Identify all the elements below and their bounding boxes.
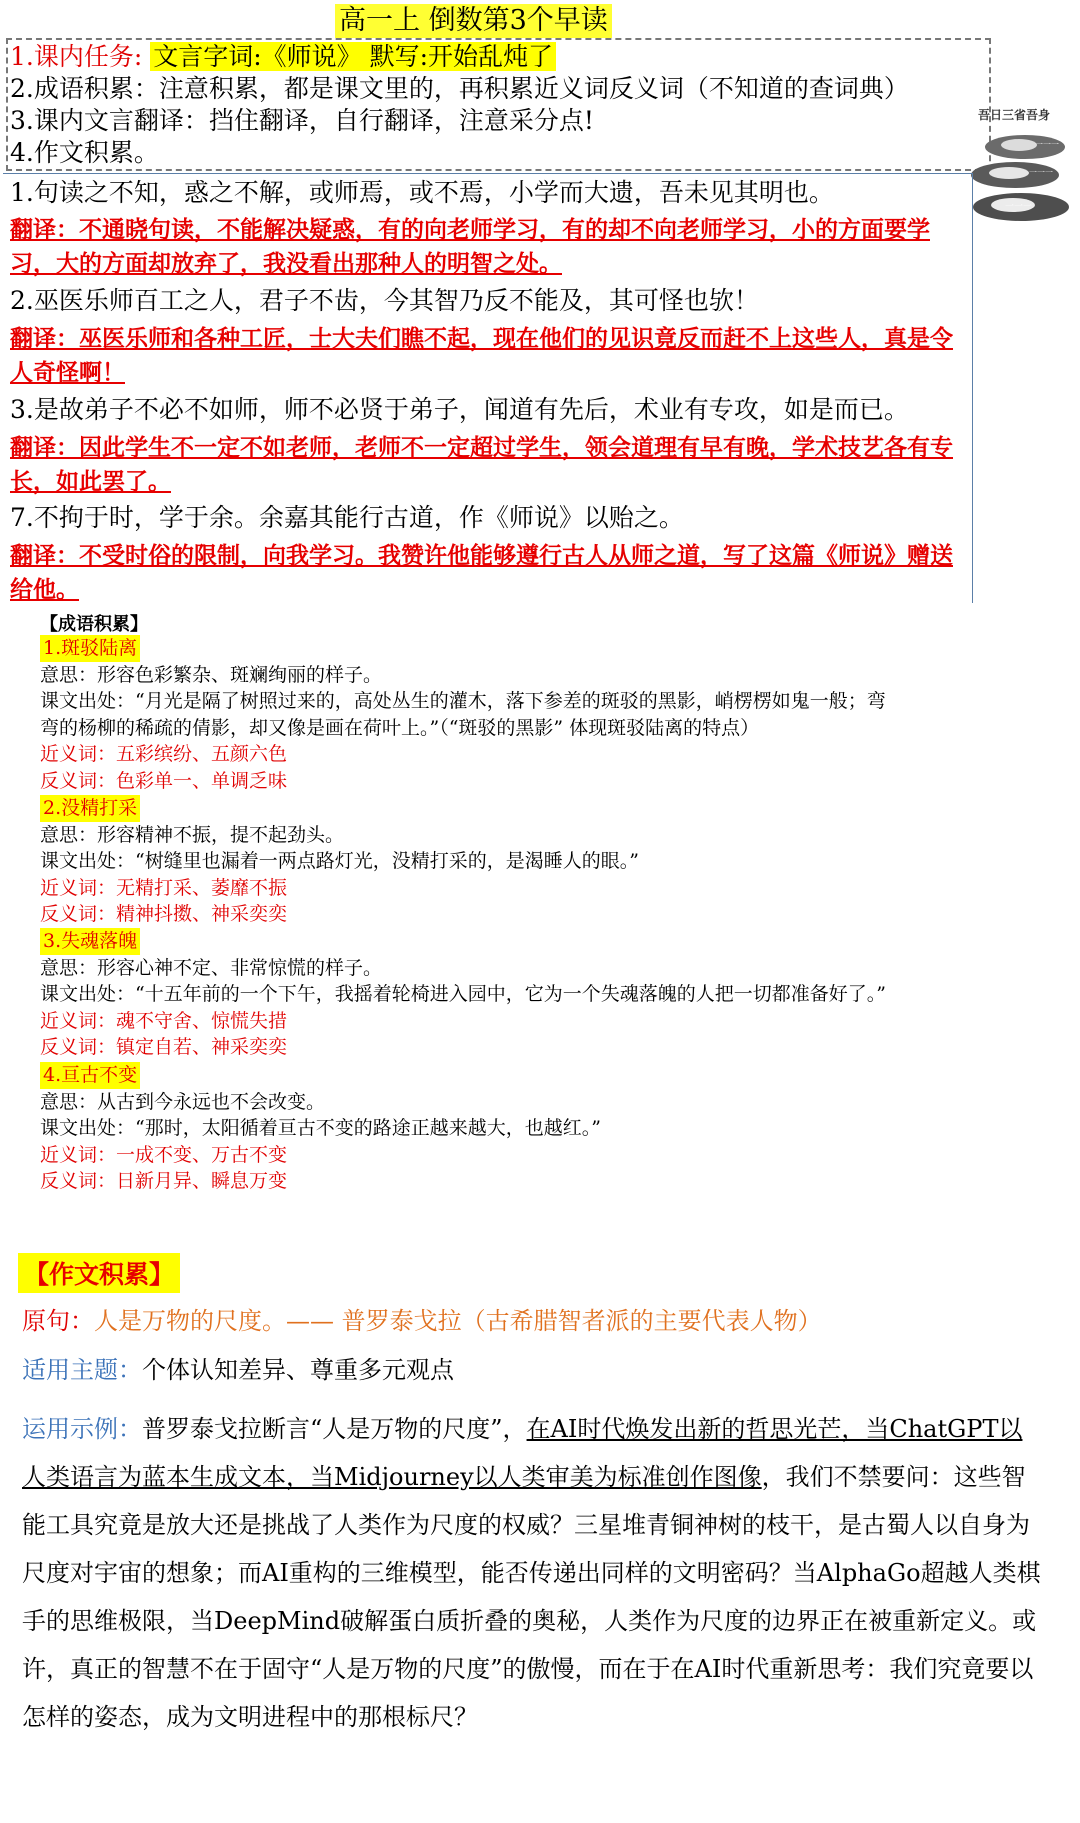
idiom-meaning: 意思：形容精神不振，提不起劲头。 [40,823,345,846]
idiom-antonyms: 反义词：精神抖擞、神采奕奕 [40,903,288,925]
idiom-antonyms: 反义词：日新月异、瞬息万变 [40,1170,288,1192]
original-tail: 智者派的主要代表人物） [557,1307,822,1335]
composition-heading: 【作文积累】 [18,1253,180,1293]
composition-example [22,1405,1042,1741]
original-text: 人是万物的尺度。—— 普罗泰戈拉（古希腊 [94,1307,558,1335]
idiom-name: 1.斑驳陆离 [40,635,140,662]
idiom-meaning: 意思：从古到今永远也不会改变。 [40,1090,326,1113]
idiom-name: 2.没精打采 [40,795,140,822]
composition-original [22,1304,822,1338]
idiom-item-1 [40,635,1070,794]
idiom-source: 课文出处：“月光是隔了树照过来的，高处丛生的灌木，落下参差的斑驳的黑影，峭楞楞如鬼一般；弯 [40,690,886,712]
idiom-name: 3.失魂落魄 [40,928,140,955]
idiom-source-cont: 弯的杨柳的稀疏的倩影，却又像是画在荷叶上。”（“斑驳的黑影” 体现斑驳陆离的特点） [40,716,760,739]
idiom-meaning: 意思：形容心神不定、非常惊慌的样子。 [40,956,383,979]
example-underlined: 在AI时代焕发出新的哲思光芒，当ChatGPT以人类语言为蓝本生成文本，当Midjourney以人类审美为标准创作图像 [22,1415,1023,1491]
example-intro: 普罗泰戈拉断言“人是万物的尺度”， [142,1415,527,1443]
idiom-source: 课文出处：“那时，太阳循着亘古不变的路途正越来越大，也越红。” [40,1117,601,1139]
task-3: 3.课内文言翻译：挡住翻译，自行翻译，注意采分点! [10,106,594,135]
original-sentence-1: 1.句读之不知，惑之不解，或师焉，或不焉，小学而大遗，吾未见其明也。 [10,178,834,207]
task-4: 4.作文积累。 [10,138,159,167]
theme-label: 适用主题： [22,1356,142,1384]
translation-2: 翻译：巫医乐师和各种工匠，士大夫们瞧不起，现在他们的见识竟反而赶不上这些人，真是令人奇怪啊！ [10,325,953,386]
composition-theme [22,1353,454,1387]
original-sentence-3: 3.是故弟子不必不如师，师不必贤于弟子，闻道有先后，术业有专攻，如是而已。 [10,395,909,424]
idiom-synonyms: 近义词：五彩缤纷、五颜六色 [40,743,288,765]
task-2: 2.成语积累：注意积累，都是课文里的，再积累近义词反义词（不知道的查词典） [10,74,909,103]
translation-3: 翻译：因此学生不一定不如老师，老师不一定超过学生，领会道理有早有晚，学术技艺各有专长，如此罢了。 [10,434,953,495]
idiom-item-2 [40,795,1070,928]
example-rest: ，我们不禁要问：这些智能工具究竟是放大还是挑战了人类作为尺度的权威？三星堆青铜神树的枝干，是古蜀人以自身为尺度对宇宙的想象；而AI重构的三维模型，能否传递出同样的文明密码？当AlphaGo超越人类棋手的思维极限，当DeepMind破解蛋白质折叠的奥秘，人类作为尺度的边界正在被重新定义。或许，真正的智慧不在于固守“人是万物的尺度”的傲慢，而在于在AI时代重新思考：我们究竟要以怎样的姿态，成为文明进程中的那根标尺？ [22,1463,1041,1731]
sticker-label-3: 一一一 [1005,201,1033,211]
translation-4: 翻译：不受时俗的限制，向我学习。我赞许他能够遵行古人从师之道，写了这篇《师说》赠送给他。 [10,542,953,603]
idiom-item-3 [40,928,1070,1061]
task-1 [10,40,556,74]
sticker-label-1: 一一一 [1035,140,1059,149]
original-sentence-2: 2.巫医乐师百工之人，君子不齿，今其智乃反不能及，其可怪也欤！ [10,286,759,315]
idiom-item-4 [40,1062,1070,1195]
sticker-label-2: 一一一 [1029,168,1053,177]
idiom-synonyms: 近义词：无精打采、萎靡不振 [40,876,288,899]
idiom-antonyms: 反义词：色彩单一、单调乏味 [40,769,288,792]
original-label: 原句： [22,1307,94,1335]
original-sentence-4: 7.不拘于时，学于余。余嘉其能行古道，作《师说》以贻之。 [10,503,684,532]
idiom-name: 4.亘古不变 [40,1062,140,1089]
idiom-antonyms: 反义词：镇定自若、神采奕奕 [40,1036,288,1058]
idiom-heading: 【成语积累】 [40,614,148,635]
theme-text: 个体认知差异、尊重多元观点 [142,1356,454,1384]
sticker-caption: 吾日三省吾身 [977,108,1051,122]
idiom-synonyms: 近义词：魂不守舍、惊慌失措 [40,1009,288,1032]
task-1-number: 1.课内任务: [10,42,143,71]
example-label: 运用示例： [22,1415,142,1443]
idiom-source: 课文出处：“十五年前的一个下午，我摇着轮椅进入园中，它为一个失魂落魄的人把一切都准备好了。” [40,983,886,1005]
translation-1: 翻译：不通晓句读，不能解决疑惑，有的向老师学习，有的却不向老师学习，小的方面要学习，大的方面却放弃了，我没看出那种人的明智之处。 [10,216,930,277]
idiom-source: 课文出处：“树缝里也漏着一两点路灯光，没精打采的，是渴睡人的眼。” [40,850,639,872]
idiom-meaning: 意思：形容色彩繁杂、斑斓绚丽的样子。 [40,663,383,686]
task-1-content: 文言字词:《师说》 默写:开始乱炖了 [150,42,556,71]
idiom-synonyms: 近义词：一成不变、万古不变 [40,1143,288,1166]
page-title: 高一上 倒数第3个早读 [335,4,612,38]
